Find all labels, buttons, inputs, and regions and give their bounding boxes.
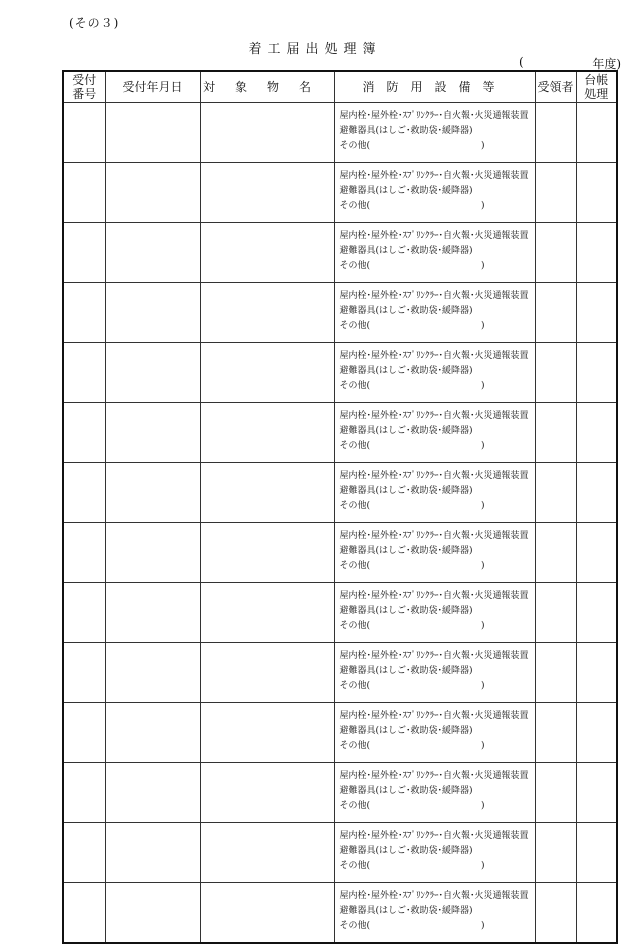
equipment-option-line2: 避難器具(はしご･救助袋･緩降器) — [339, 546, 473, 556]
ledger-processing-cell[interactable] — [576, 463, 617, 523]
equipment-cell[interactable] — [334, 523, 535, 583]
equipment-option-line2: 避難器具(はしご･救助袋･緩降器) — [339, 906, 473, 916]
header-ledger-line1: 台帳 — [584, 73, 609, 87]
table-row — [63, 583, 617, 643]
equipment-option-other — [340, 619, 535, 634]
table-row — [63, 703, 617, 763]
header-receipt-no — [63, 71, 105, 103]
equipment-option-other — [340, 559, 535, 574]
fiscal-year-label: 年度) — [592, 57, 621, 71]
table-row — [63, 823, 617, 883]
equipment-option-line1: 屋内栓･屋外栓･ｽﾌﾟﾘﾝｸﾗｰ･自火報･火災通報装置 — [339, 831, 529, 841]
receipt-date-cell[interactable] — [105, 163, 200, 223]
target-name-cell[interactable] — [200, 703, 334, 763]
receipt-no-cell[interactable] — [63, 703, 105, 763]
header-ledger-processing — [576, 71, 617, 103]
ledger-processing-cell[interactable] — [576, 523, 617, 583]
ledger-processing-cell[interactable] — [576, 103, 617, 163]
construction-notice-ledger-table — [62, 70, 618, 944]
equipment-cell[interactable] — [334, 823, 535, 883]
table-row — [63, 763, 617, 823]
receipt-no-cell[interactable] — [63, 103, 105, 163]
receipt-no-cell[interactable] — [63, 463, 105, 523]
equipment-option-other — [340, 499, 535, 514]
equipment-option-line2: 避難器具(はしご･救助袋･緩降器) — [339, 306, 473, 316]
receipt-no-cell[interactable] — [63, 883, 105, 944]
receipt-no-cell[interactable] — [63, 343, 105, 403]
receipt-no-cell[interactable] — [63, 523, 105, 583]
equipment-cell[interactable] — [334, 763, 535, 823]
equipment-option-line1: 屋内栓･屋外栓･ｽﾌﾟﾘﾝｸﾗｰ･自火報･火災通報装置 — [339, 291, 529, 301]
header-ledger-line2: 処理 — [584, 87, 609, 101]
equipment-option-other — [340, 139, 535, 154]
target-name-cell[interactable] — [200, 883, 334, 944]
receiver-cell[interactable] — [535, 103, 576, 163]
equipment-cell[interactable] — [334, 223, 535, 283]
receiver-cell[interactable] — [535, 703, 576, 763]
equipment-option-line2: 避難器具(はしご･救助袋･緩降器) — [339, 126, 473, 136]
other-close: ) — [480, 201, 485, 211]
target-name-cell[interactable] — [200, 103, 334, 163]
target-name-cell[interactable] — [200, 343, 334, 403]
equipment-option-line1: 屋内栓･屋外栓･ｽﾌﾟﾘﾝｸﾗｰ･自火報･火災通報装置 — [339, 771, 529, 781]
ledger-body — [63, 103, 617, 944]
other-open: その他( — [339, 381, 371, 391]
other-open: その他( — [339, 921, 371, 931]
equipment-option-line2: 避難器具(はしご･救助袋･緩降器) — [339, 606, 473, 616]
other-open: その他( — [339, 801, 371, 811]
equipment-cell[interactable] — [334, 343, 535, 403]
receiver-cell[interactable] — [535, 343, 576, 403]
target-name-cell[interactable] — [200, 163, 334, 223]
equipment-option-line2: 避難器具(はしご･救助袋･緩降器) — [339, 186, 473, 196]
equipment-option-line2: 避難器具(はしご･救助袋･緩降器) — [339, 846, 473, 856]
equipment-option-line2: 避難器具(はしご･救助袋･緩降器) — [339, 666, 473, 676]
equipment-option-line1: 屋内栓･屋外栓･ｽﾌﾟﾘﾝｸﾗｰ･自火報･火災通報装置 — [339, 171, 529, 181]
receipt-no-cell[interactable] — [63, 823, 105, 883]
other-open: その他( — [339, 561, 371, 571]
receipt-date-cell[interactable] — [105, 643, 200, 703]
target-name-cell[interactable] — [200, 403, 334, 463]
receipt-date-cell[interactable] — [105, 103, 200, 163]
other-open: その他( — [339, 621, 371, 631]
equipment-cell[interactable] — [334, 883, 535, 944]
equipment-option-line2: 避難器具(はしご･救助袋･緩降器) — [339, 786, 473, 796]
equipment-option-line1: 屋内栓･屋外栓･ｽﾌﾟﾘﾝｸﾗｰ･自火報･火災通報装置 — [339, 471, 529, 481]
equipment-option-line1: 屋内栓･屋外栓･ｽﾌﾟﾘﾝｸﾗｰ･自火報･火災通報装置 — [339, 591, 529, 601]
other-open: その他( — [339, 201, 371, 211]
other-close: ) — [480, 621, 485, 631]
other-open: その他( — [339, 261, 371, 271]
target-name-cell[interactable] — [200, 463, 334, 523]
ledger-processing-cell[interactable] — [576, 163, 617, 223]
other-open: その他( — [339, 741, 371, 751]
equipment-cell[interactable] — [334, 703, 535, 763]
equipment-cell[interactable] — [334, 463, 535, 523]
table-row — [63, 343, 617, 403]
ledger-processing-cell[interactable] — [576, 283, 617, 343]
receipt-no-cell[interactable] — [63, 223, 105, 283]
equipment-option-line1: 屋内栓･屋外栓･ｽﾌﾟﾘﾝｸﾗｰ･自火報･火災通報装置 — [339, 651, 529, 661]
fiscal-year-open-paren: ( — [519, 55, 524, 69]
equipment-option-line1: 屋内栓･屋外栓･ｽﾌﾟﾘﾝｸﾗｰ･自火報･火災通報装置 — [339, 531, 529, 541]
equipment-option-line1: 屋内栓･屋外栓･ｽﾌﾟﾘﾝｸﾗｰ･自火報･火災通報装置 — [339, 111, 529, 121]
other-close: ) — [480, 261, 485, 271]
receipt-date-cell[interactable] — [105, 283, 200, 343]
equipment-option-line2: 避難器具(はしご･救助袋･緩降器) — [339, 726, 473, 736]
other-close: ) — [480, 141, 485, 151]
table-row — [63, 283, 617, 343]
other-close: ) — [480, 921, 485, 931]
target-name-cell[interactable] — [200, 643, 334, 703]
target-name-cell[interactable] — [200, 823, 334, 883]
ledger-processing-cell[interactable] — [576, 823, 617, 883]
table-row — [63, 403, 617, 463]
ledger-processing-cell[interactable] — [576, 883, 617, 944]
target-name-cell[interactable] — [200, 523, 334, 583]
receiver-cell[interactable] — [535, 883, 576, 944]
equipment-cell[interactable] — [334, 103, 535, 163]
header-equipment-text: 消防用設備等 — [362, 80, 507, 94]
header-equipment — [334, 71, 535, 103]
equipment-option-line1: 屋内栓･屋外栓･ｽﾌﾟﾘﾝｸﾗｰ･自火報･火災通報装置 — [339, 411, 529, 421]
receipt-date-cell[interactable] — [105, 523, 200, 583]
receipt-date-cell[interactable] — [105, 343, 200, 403]
header-row — [63, 71, 617, 103]
table-row — [63, 103, 617, 163]
other-close: ) — [480, 741, 485, 751]
receiver-cell[interactable] — [535, 763, 576, 823]
equipment-option-other — [340, 679, 535, 694]
equipment-option-other — [340, 739, 535, 754]
equipment-cell[interactable] — [334, 643, 535, 703]
other-close: ) — [480, 801, 485, 811]
other-close: ) — [480, 381, 485, 391]
target-name-cell[interactable] — [200, 763, 334, 823]
equipment-option-other — [340, 319, 535, 334]
equipment-option-line1: 屋内栓･屋外栓･ｽﾌﾟﾘﾝｸﾗｰ･自火報･火災通報装置 — [339, 891, 529, 901]
receiver-cell[interactable] — [535, 223, 576, 283]
equipment-option-other — [340, 379, 535, 394]
receipt-no-cell[interactable] — [63, 403, 105, 463]
other-close: ) — [480, 681, 485, 691]
equipment-option-line2: 避難器具(はしご･救助袋･緩降器) — [339, 486, 473, 496]
ledger-processing-cell[interactable] — [576, 643, 617, 703]
equipment-option-other — [340, 859, 535, 874]
other-open: その他( — [339, 501, 371, 511]
other-open: その他( — [339, 861, 371, 871]
equipment-option-line1: 屋内栓･屋外栓･ｽﾌﾟﾘﾝｸﾗｰ･自火報･火災通報装置 — [339, 231, 529, 241]
equipment-option-line1: 屋内栓･屋外栓･ｽﾌﾟﾘﾝｸﾗｰ･自火報･火災通報装置 — [339, 711, 529, 721]
receipt-no-cell[interactable] — [63, 283, 105, 343]
other-open: その他( — [339, 681, 371, 691]
receipt-no-cell[interactable] — [63, 583, 105, 643]
receipt-date-cell[interactable] — [105, 463, 200, 523]
other-open: その他( — [339, 321, 371, 331]
header-target-name-text: 対象物名 — [202, 80, 331, 94]
receipt-date-cell[interactable] — [105, 883, 200, 944]
equipment-option-line1: 屋内栓･屋外栓･ｽﾌﾟﾘﾝｸﾗｰ･自火報･火災通報装置 — [339, 351, 529, 361]
header-target-name — [200, 71, 334, 103]
receiver-cell[interactable] — [535, 463, 576, 523]
other-close: ) — [480, 441, 485, 451]
receipt-no-cell[interactable] — [63, 763, 105, 823]
table-row — [63, 163, 617, 223]
table-row — [63, 223, 617, 283]
equipment-option-line2: 避難器具(はしご･救助袋･緩降器) — [339, 426, 473, 436]
equipment-option-other — [340, 439, 535, 454]
header-receiver: 受領者 — [535, 71, 576, 103]
receiver-cell[interactable] — [535, 163, 576, 223]
equipment-cell[interactable] — [334, 283, 535, 343]
other-open: その他( — [339, 441, 371, 451]
other-close: ) — [480, 561, 485, 571]
equipment-option-other — [340, 199, 535, 214]
other-close: ) — [480, 861, 485, 871]
receiver-cell[interactable] — [535, 283, 576, 343]
receiver-cell[interactable] — [535, 643, 576, 703]
target-name-cell[interactable] — [200, 583, 334, 643]
receipt-date-cell[interactable] — [105, 703, 200, 763]
receipt-date-cell[interactable] — [105, 403, 200, 463]
other-close: ) — [480, 321, 485, 331]
receipt-no-cell[interactable] — [63, 163, 105, 223]
equipment-option-line2: 避難器具(はしご･救助袋･緩降器) — [339, 246, 473, 256]
target-name-cell[interactable] — [200, 283, 334, 343]
equipment-option-other — [340, 799, 535, 814]
receiver-cell[interactable] — [535, 583, 576, 643]
header-receipt-no-line1: 受付 — [72, 73, 97, 87]
ledger-processing-cell[interactable] — [576, 223, 617, 283]
receipt-date-cell[interactable] — [105, 583, 200, 643]
header-receipt-no-line2: 番号 — [72, 87, 97, 101]
equipment-option-line2: 避難器具(はしご･救助袋･緩降器) — [339, 366, 473, 376]
equipment-cell[interactable] — [334, 403, 535, 463]
page-title: 着工届出処理簿 — [248, 42, 382, 57]
receipt-date-cell[interactable] — [105, 763, 200, 823]
target-name-cell[interactable] — [200, 223, 334, 283]
table-row — [63, 883, 617, 944]
ledger-processing-cell[interactable] — [576, 343, 617, 403]
other-close: ) — [480, 501, 485, 511]
receiver-cell[interactable] — [535, 523, 576, 583]
equipment-cell[interactable] — [334, 583, 535, 643]
equipment-option-other — [340, 919, 535, 934]
table-row — [63, 523, 617, 583]
receipt-date-cell[interactable] — [105, 223, 200, 283]
ledger-processing-cell[interactable] — [576, 403, 617, 463]
other-open: その他( — [339, 141, 371, 151]
ledger-processing-cell[interactable] — [576, 763, 617, 823]
ledger-processing-cell[interactable] — [576, 583, 617, 643]
receipt-date-cell[interactable] — [105, 823, 200, 883]
ledger-processing-cell[interactable] — [576, 703, 617, 763]
equipment-option-other — [340, 259, 535, 274]
receiver-cell[interactable] — [535, 823, 576, 883]
receiver-cell[interactable] — [535, 403, 576, 463]
table-row — [63, 463, 617, 523]
receipt-no-cell[interactable] — [63, 643, 105, 703]
header-receipt-date: 受付年月日 — [105, 71, 200, 103]
table-row — [63, 643, 617, 703]
sheet-label: (その３) — [69, 16, 120, 30]
equipment-cell[interactable] — [334, 163, 535, 223]
